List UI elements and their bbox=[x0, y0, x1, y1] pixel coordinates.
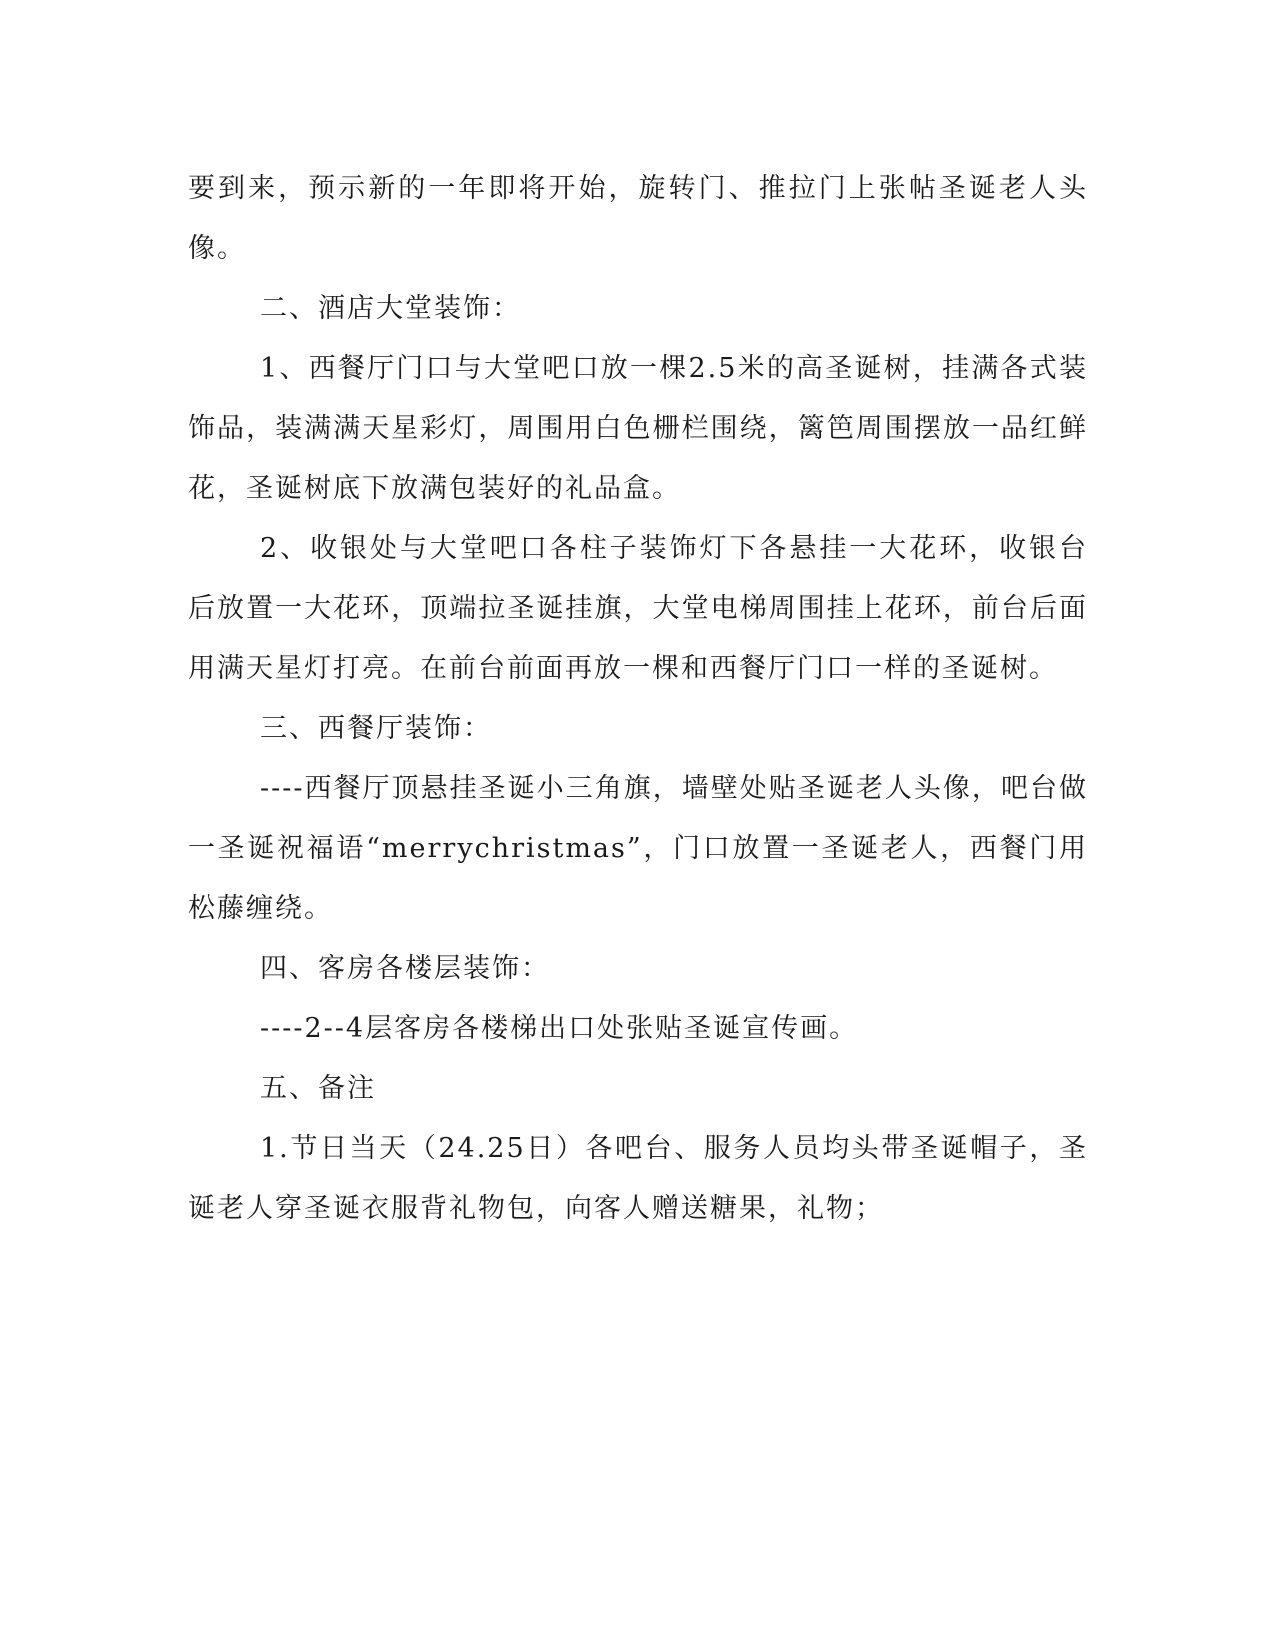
paragraph-lobby-item-2: 2、收银处与大堂吧口各柱子装饰灯下各悬挂一大花环，收银台后放置一大花环，顶端拉圣诞挂旗，大堂电梯周围挂上花环，前台后面用满天星灯打亮。在前台前面再放一棵和西餐厅门口一样的圣诞树。 bbox=[188, 533, 1088, 684]
paragraph-notes-item-1: 1.节日当天（24.25日）各吧台、服务人员均头带圣诞帽子，圣诞老人穿圣诞衣服背礼物包，向客人赠送糖果，礼物； bbox=[188, 1133, 1088, 1224]
paragraph-continuation: 要到来，预示新的一年即将开始，旋转门、推拉门上张帖圣诞老人头像。 bbox=[188, 173, 1088, 264]
document-body bbox=[188, 159, 1088, 1239]
section-heading-lobby: 二、酒店大堂装饰： bbox=[260, 293, 521, 324]
section-heading-floors: 四、客房各楼层装饰： bbox=[260, 953, 550, 984]
section-heading-restaurant: 三、西餐厅装饰： bbox=[260, 713, 492, 744]
section-heading-notes: 五、备注 bbox=[260, 1073, 376, 1104]
paragraph-restaurant: ----西餐厅顶悬挂圣诞小三角旗，墙壁处贴圣诞老人头像，吧台做一圣诞祝福语“merrychristmas”，门口放置一圣诞老人，西餐门用松藤缠绕。 bbox=[188, 773, 1088, 924]
paragraph-lobby-item-1: 1、西餐厅门口与大堂吧口放一棵2.5米的高圣诞树，挂满各式装饰品，装满满天星彩灯，周围用白色栅栏围绕，篱笆周围摆放一品红鲜花，圣诞树底下放满包装好的礼品盒。 bbox=[188, 353, 1088, 504]
paragraph-floors: ----2--4层客房各楼梯出口处张贴圣诞宣传画。 bbox=[260, 1013, 859, 1044]
